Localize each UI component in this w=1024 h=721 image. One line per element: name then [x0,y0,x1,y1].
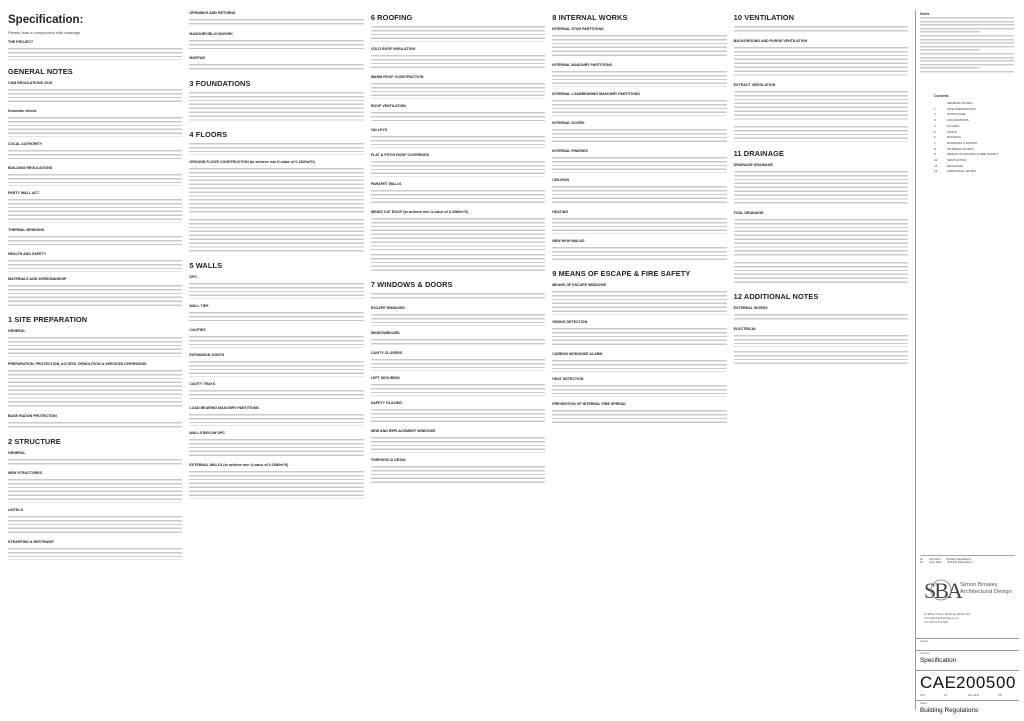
subsection-heading: INTERNAL MASONRY PARTITIONS [552,63,612,68]
subsection-heading: EXTERNAL WALLS (to achieve min U-value of 0.18W/m²K) [189,463,289,468]
section-heading: 8 INTERNAL WORKS [552,13,628,22]
body-paragraph [371,26,545,42]
subsection-heading: DPC [189,275,197,280]
body-paragraph [371,161,545,177]
contents-number: 4 [934,123,936,128]
note-line [920,71,1014,75]
body-paragraph [371,293,545,301]
body-paragraph [734,335,908,347]
contents-label: GENERAL NOTES [947,101,973,105]
body-paragraph [371,339,545,347]
subsection-heading: NEW HIGH WALKS [552,238,585,243]
subsection-heading: CDM REGULATIONS 2015 [8,80,53,85]
body-paragraph [734,351,908,367]
revision-desc: Building Regulations [947,561,973,564]
body-paragraph [552,385,726,397]
revision-number: 00 [996,673,1016,692]
subsection-heading: FOUL DRAINAGE [733,210,764,215]
subsection-heading: GENERAL [8,329,26,334]
status-value: Building Regulations [920,707,979,714]
body-paragraph [8,236,182,248]
body-paragraph [189,219,363,254]
contents-label: FLOORS [947,123,960,128]
subsection-heading: CAVITY CLOSERS [370,351,403,356]
subsection-heading: SMOKE DETECTION [552,319,588,324]
subsection-heading: BASE RADON PROTECTION [8,413,57,418]
body-paragraph [189,439,363,459]
body-paragraph [8,174,182,186]
subsection-heading: Domestic clients [8,109,37,114]
contents-label: MEANS OF ESCAPE & FIRE SAFETY [947,152,999,157]
body-paragraph [371,314,545,326]
section-heading: 6 ROOFING [370,13,413,22]
body-paragraph [734,314,908,322]
contents-item [934,169,1014,175]
body-paragraph [371,359,545,371]
subsection-heading: GENERAL [8,450,26,455]
revision-date: July 2024 [929,558,941,561]
body-paragraph [8,479,182,502]
subsection-heading: VALLEYS [370,128,388,133]
section-heading: 5 WALLS [189,261,223,271]
section-heading: 9 MEANS OF ESCAPE & FIRE SAFETY [552,269,691,279]
body-paragraph [189,283,363,299]
contents-number: 7 [934,140,936,145]
spec-columns [8,10,908,710]
contents-number: 3 [934,118,936,123]
subsection-heading: ESCAPE WINDOWS [370,305,405,310]
drawn-by: SB [998,694,1002,697]
contents-label: DRAINAGE [947,163,963,168]
project-label: Project [920,640,929,643]
contents-label: WALLS [947,129,958,134]
body-paragraph [371,136,545,148]
subsection-heading: WALLS BELOW DPC [189,430,225,435]
firm-name-line2: Architectural Design [960,588,1012,595]
spec-column-3 [371,10,545,710]
body-paragraph [189,64,363,72]
revision-rev: 00 [920,561,923,564]
subsection-heading: STRAPPING & RESTRAINT [8,540,55,545]
spec-column-1 [8,10,182,710]
body-paragraph [734,262,908,285]
firm-address [924,612,971,624]
subsection-heading: NEW AND REPLACEMENT WINDOWS [370,429,436,434]
spec-column-4 [552,10,726,710]
body-paragraph [8,117,182,137]
subsection-heading: DRAINAGE DRAINAGE [733,162,773,167]
subsection-heading: MORTAR [189,56,205,61]
subsection-heading: HEATING [552,210,569,215]
body-paragraph [552,71,726,87]
body-paragraph [189,143,363,155]
contents-number: 1 [934,106,936,111]
body-paragraph [552,100,726,116]
body-paragraph [189,168,363,215]
subsection-heading: THERMAL BRIDGING [8,227,45,232]
subsection-heading: BUILDING REGULATIONS [8,166,53,171]
body-paragraph [371,384,545,396]
body-paragraph [371,437,545,453]
body-paragraph [189,312,363,324]
subsection-heading: ROOF VENTILATION [370,103,406,108]
subsection-heading: HEAT DETECTION [552,377,584,382]
contents-number: 11 [934,163,938,168]
subsection-heading: EXPANSION JOINTS [189,353,225,358]
section-heading: 12 ADDITIONAL NOTES [733,292,819,302]
body-paragraph [371,466,545,486]
address-line: 24 Wharf Close, Worthing, BN14 7DT [924,612,971,616]
subsection-heading: WARM ROOF CONSTRUCTION [370,75,424,80]
section-heading: 2 STRUCTURE [8,436,61,446]
body-paragraph [552,328,726,348]
body-paragraph [189,40,363,52]
subsection-heading: CAVITY TRAYS [189,381,216,386]
spec-column-2 [189,10,363,710]
subsection-heading: WALL TIES [189,303,209,308]
subsection-heading: LINTELS [8,507,23,512]
body-paragraph [734,126,908,142]
subsection-heading: LOAD BEARING MASONRY PARTITIONS [189,406,259,411]
drawing-number: 2005 [956,673,996,692]
body-paragraph [734,47,908,78]
subsection-heading: INTERNAL STUD PARTITIONS [552,27,604,31]
subsection-heading: SAFETY GLAZING [370,400,403,405]
spec-subtitle: Please read in conjunction with drawings [8,30,81,35]
body-paragraph [189,414,363,426]
drawing-title: Specification [920,657,957,664]
sba-logo-icon [924,576,961,604]
drawing-label: Drawing [920,652,930,655]
status-label: Status [920,702,928,705]
email-line: simon@sbarchdesign.co.uk [924,616,959,620]
subsection-heading: LOCAL AUTHORITY [8,141,43,146]
body-paragraph [8,285,182,308]
contents-number: 8 [934,146,936,151]
revision-date: June 2024 [929,561,942,564]
subsection-heading: PREPARATION, PROTECTION, ACCESS, DEMOLITION & SERVICES DIVERSIONS [8,361,147,366]
contents-label: INTERNAL WORKS [947,146,974,151]
contents-list [934,94,1014,175]
spec-column-5 [734,10,908,710]
subsection-heading: THRESHOLD DRAIN [370,457,406,462]
subsection-heading: MASONRY/BLOCKWORK [189,31,233,36]
spec-title: Specification: [8,14,84,26]
body-paragraph [8,337,182,357]
body-paragraph [734,26,908,34]
contents-label: VENTILATION [947,158,967,163]
revision-table [920,555,1015,564]
subsection-heading: WINDS CAT ROOF (to achieve min U-value of 0.15W/m²K) [370,210,469,215]
body-paragraph [8,370,182,409]
body-paragraph [8,422,182,430]
drawing-date: Dec 2019 [968,694,980,697]
subsection-heading: ELECTRICAL [733,327,757,332]
subsection-heading: WINDOWBOARD [370,330,400,335]
body-paragraph [734,91,908,122]
subsection-heading: CAVITIES [189,328,206,333]
body-paragraph [371,254,545,274]
body-paragraph [8,150,182,162]
job-number: CAE [920,673,957,692]
subsection-heading: PARAPET WALLS [370,181,402,186]
section-heading: 4 FLOORS [189,130,228,140]
body-paragraph [371,190,545,206]
body-paragraph [552,291,726,314]
revision-rev: 01 [920,558,923,561]
section-heading: 3 FOUNDATIONS [189,79,251,89]
body-paragraph [371,83,545,99]
contents-number: 2 [934,112,936,117]
body-paragraph [8,48,182,60]
contents-number: 12 [934,169,938,174]
subsection-heading: BACKGROUND AND PURGE VENTILATION [733,38,808,43]
section-heading: 10 VENTILATION [733,13,795,22]
body-paragraph [552,129,726,145]
subsection-heading: OPENINGS AND RETURNS [189,11,236,15]
phone-line: Tel: 07976 572 565 [924,620,948,624]
contents-label: ADDITIONAL NOTES [947,169,977,174]
body-paragraph [552,35,726,58]
contents-label: WINDOWS & DOORS [947,140,977,145]
body-paragraph [371,218,545,249]
sheet-size: A1 [944,694,948,697]
section-heading: 1 SITE PREPARATION [8,315,88,325]
contents-heading: Contents [934,94,949,98]
subsection-heading: MATERIALS AND WORKMANSHIP [8,276,67,281]
section-heading: GENERAL NOTES [8,66,73,76]
body-paragraph [189,390,363,402]
body-paragraph [8,199,182,222]
body-paragraph [552,218,726,234]
subsection-heading: THE PROJECT [8,40,34,44]
section-heading: 7 WINDOWS & DOORS [370,280,453,290]
body-paragraph [371,112,545,124]
contents-number: 6 [934,135,936,140]
title-block [915,10,1018,714]
subsection-heading: EXTERNAL WORKS [733,306,768,311]
contents-label: ROOFING [947,135,961,140]
body-paragraph [8,89,182,105]
body-paragraph [734,219,908,258]
contents-label: STRUCTURE [947,112,966,117]
subsection-heading: MEANS OF ESCAPE WINDOWS [552,283,607,288]
body-paragraph [552,247,726,263]
body-paragraph [189,361,363,377]
body-paragraph [371,409,545,425]
subsection-heading: NEW STRUCTURES [8,471,42,476]
body-paragraph [189,19,363,27]
contents-number: 9 [934,152,936,157]
contents-label: FOUNDATIONS [947,118,969,123]
subsection-heading: GROUND FLOOR CONSTRUCTION (to achieve min U-value of 0.13W/m²K) [189,160,315,165]
subsection-heading: COLD ROOF INSULATION [370,46,416,51]
subsection-heading: CEILINGS [552,177,570,182]
subsection-heading: INTERNAL DOORS [552,120,585,125]
body-paragraph [189,471,363,498]
body-paragraph [8,459,182,467]
body-paragraph [189,92,363,123]
subsection-heading: PREVENTION OF INTERNAL FIRE SPREAD [552,401,626,406]
subsection-heading: EXTRACT VENTILATION [733,82,776,87]
revision-row [920,561,1015,564]
body-paragraph [8,260,182,272]
firm-name [960,582,1012,595]
body-paragraph [371,55,545,71]
subsection-heading: PARTY WALL ACT [8,191,40,196]
subsection-heading: HEALTH AND SAFETY [8,252,47,257]
body-paragraph [189,336,363,348]
section-heading: 11 DRAINAGE [733,148,785,158]
body-paragraph [8,516,182,536]
notes-heading: Notes [920,12,930,16]
body-paragraph [552,157,726,173]
subsection-heading: LEFT SECURING [370,376,400,380]
body-paragraph [734,171,908,206]
body-paragraph [552,186,726,206]
contents-number: 10 [934,158,938,163]
revision-desc: Building Regulations [946,558,972,561]
subsection-heading: INTERNAL LOADBEARING MASONRY PARTITIONS [552,91,640,96]
contents-number: 5 [934,129,936,134]
firm-name-line1: Simon Broaley [960,582,998,588]
contents-label: SITE PREPARATION [947,106,976,111]
subsection-heading: CARBON MONOXIDE ALARM [552,352,603,357]
subsection-heading: INTERNAL FINISHES [552,149,588,154]
subsection-heading: FLAT & PITCH ROOF COVERINGS [370,153,430,158]
body-paragraph [552,360,726,372]
svg-text:SBA: SBA [924,578,961,603]
body-paragraph [552,410,726,426]
scale-value: NTS [920,694,926,697]
body-paragraph [8,548,182,560]
notes-list [920,17,1014,75]
